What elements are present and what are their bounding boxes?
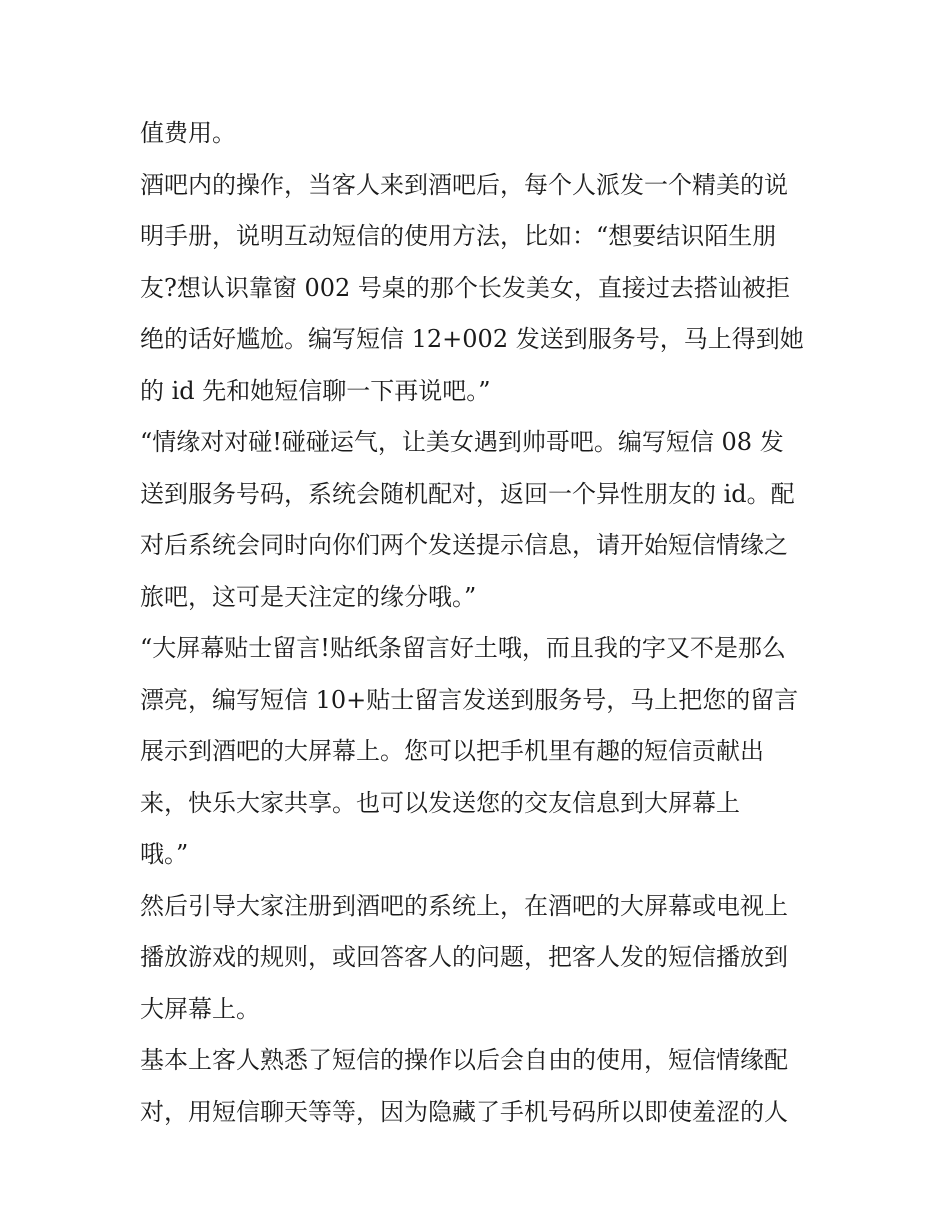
text-line: 旅吧，这可是天注定的缘分哦。” [140,582,477,611]
text-line: 的 id 先和她短信聊一下再说吧。” [140,376,491,405]
text-line: 值费用。 [140,119,236,147]
text-line: 来，快乐大家共享。也可以发送您的交友信息到大屏幕上 [140,788,740,817]
text-line: 绝的话好尴尬。编写短信 12+002 发送到服务号，马上得到她 [140,325,804,353]
text-line: 对后系统会同时向你们两个发送提示信息，请开始短信情缘之 [140,531,788,559]
document-body [140,108,815,1138]
text-line: 对，用短信聊天等等，因为隐藏了手机号码所以即使羞涩的人 [140,1097,788,1126]
text-line: 大屏幕上。 [140,994,260,1023]
text-line: 明手册，说明互动短信的使用方法，比如：“想要结识陌生朋 [140,222,777,250]
text-line: “大屏幕贴士留言!贴纸条留言好土哦，而且我的字又不是那么 [140,634,786,662]
text-line: 哦。” [140,840,189,868]
text-line: 然后引导大家注册到酒吧的系统上，在酒吧的大屏幕或电视上 [140,891,788,920]
text-line: 基本上客人熟悉了短信的操作以后会自由的使用，短信情缘配 [140,1046,788,1074]
text-line: 展示到酒吧的大屏幕上。您可以把手机里有趣的短信贡献出 [140,737,764,765]
text-line: 友?想认识靠窗 002 号桌的那个长发美女，直接过去搭讪被拒 [140,273,790,302]
text-line: 播放游戏的规则，或回答客人的问题，把客人发的短信播放到 [140,943,788,971]
text-line: “情缘对对碰!碰碰运气，让美女遇到帅哥吧。编写短信 08 发 [140,428,784,456]
text-line: 酒吧内的操作，当客人来到酒吧后，每个人派发一个精美的说 [140,170,788,199]
text-line: 漂亮，编写短信 10+贴士留言发送到服务号，马上把您的留言 [140,685,799,714]
text-line: 送到服务号码，系统会随机配对，返回一个异性朋友的 id。配 [140,479,795,508]
